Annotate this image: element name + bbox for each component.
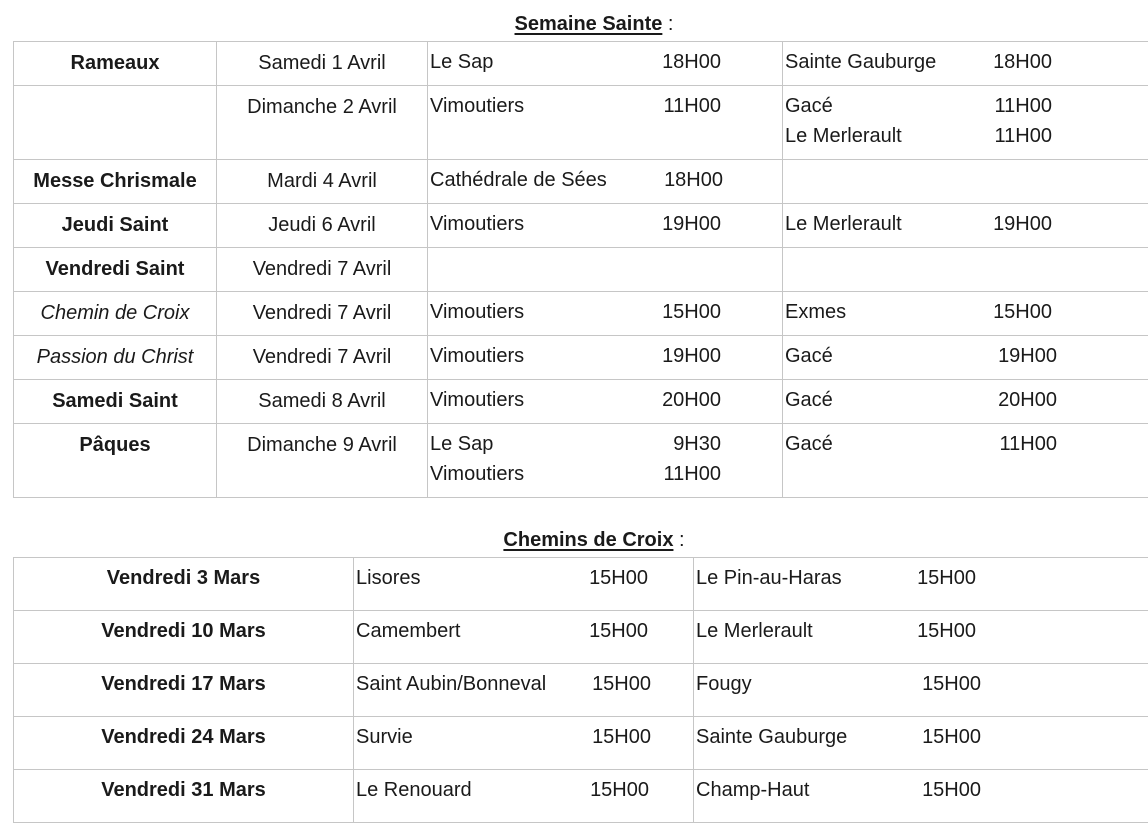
location-cell (783, 292, 1148, 336)
location-entry (428, 169, 782, 199)
location-entry (354, 673, 693, 703)
date-cell: Vendredi 31 Mars (14, 770, 354, 823)
location-cell (354, 717, 694, 770)
location-entry (783, 433, 1148, 463)
location-cell (428, 42, 783, 86)
place-name: Vimoutiers (430, 463, 524, 486)
location-entry (783, 389, 1148, 419)
chemin-row (14, 558, 1148, 611)
date-cell: Samedi 1 Avril (217, 42, 428, 86)
mass-time: 11H00 (664, 95, 721, 118)
mass-time: 11H00 (995, 125, 1052, 148)
location-entry (783, 301, 1148, 331)
location-cell (783, 248, 1148, 292)
mass-time: 15H00 (922, 673, 981, 696)
semaine-sainte-title: Semaine Sainte (515, 13, 663, 35)
location-cell (783, 42, 1148, 86)
mass-time: 15H00 (589, 567, 648, 590)
place-name: Le Merlerault (696, 620, 813, 643)
mass-time: 15H00 (590, 779, 649, 802)
event-cell: Samedi Saint (14, 380, 217, 424)
schedule-row (14, 292, 1148, 336)
event-cell: Chemin de Croix (14, 292, 217, 336)
location-cell (783, 86, 1148, 160)
place-name: Le Merlerault (785, 125, 902, 148)
mass-time: 9H30 (673, 433, 721, 456)
location-entry (428, 95, 782, 125)
place-name: Vimoutiers (430, 301, 524, 324)
date-cell: Vendredi 10 Mars (14, 611, 354, 664)
location-cell (428, 292, 783, 336)
date-cell: Vendredi 7 Avril (217, 292, 428, 336)
place-name: Lisores (356, 567, 420, 590)
date-cell: Vendredi 17 Mars (14, 664, 354, 717)
place-name: Sainte Gauburge (696, 726, 847, 749)
date-cell: Vendredi 24 Mars (14, 717, 354, 770)
schedule-row (14, 86, 1148, 160)
location-entry (783, 95, 1148, 125)
chemin-row (14, 664, 1148, 717)
place-name: Champ-Haut (696, 779, 809, 802)
place-name: Le Renouard (356, 779, 472, 802)
mass-time: 20H00 (662, 389, 721, 412)
location-entry (354, 620, 693, 650)
date-cell: Vendredi 3 Mars (14, 558, 354, 611)
place-name: Sainte Gauburge (785, 51, 936, 74)
mass-time: 19H00 (993, 213, 1052, 236)
location-entry (428, 463, 782, 493)
location-cell (694, 611, 1148, 664)
place-name: Gacé (785, 389, 833, 412)
location-cell (428, 86, 783, 160)
place-name: Le Merlerault (785, 213, 902, 236)
schedule-row (14, 42, 1148, 86)
place-name: Vimoutiers (430, 345, 524, 368)
location-entry (428, 345, 782, 375)
date-cell: Mardi 4 Avril (217, 160, 428, 204)
mass-time: 15H00 (993, 301, 1052, 324)
mass-time: 15H00 (589, 620, 648, 643)
location-entry (694, 779, 1148, 809)
event-cell: Vendredi Saint (14, 248, 217, 292)
date-cell: Vendredi 7 Avril (217, 248, 428, 292)
location-cell (354, 664, 694, 717)
event-cell: Passion du Christ (14, 336, 217, 380)
location-cell (428, 336, 783, 380)
place-name: Vimoutiers (430, 213, 524, 236)
place-name: Vimoutiers (430, 389, 524, 412)
location-entry (354, 567, 693, 597)
date-cell: Dimanche 2 Avril (217, 86, 428, 160)
mass-time: 15H00 (917, 620, 976, 643)
place-name: Gacé (785, 345, 833, 368)
chemins-de-croix-heading (0, 529, 1148, 552)
place-name: Fougy (696, 673, 752, 696)
date-cell: Dimanche 9 Avril (217, 424, 428, 498)
location-cell (783, 380, 1148, 424)
location-entry (428, 301, 782, 331)
location-entry (428, 389, 782, 419)
mass-time: 15H00 (592, 726, 651, 749)
location-cell (354, 558, 694, 611)
semaine-sainte-heading (0, 13, 1148, 36)
location-entry (694, 567, 1148, 597)
mass-time: 19H00 (662, 213, 721, 236)
schedule-row (14, 380, 1148, 424)
location-entry (354, 726, 693, 756)
place-name: Camembert (356, 620, 460, 643)
location-entry (694, 726, 1148, 756)
place-name: Gacé (785, 433, 833, 456)
heading-colon: : (668, 13, 674, 35)
location-cell (428, 424, 783, 498)
location-cell (783, 160, 1148, 204)
location-cell (694, 664, 1148, 717)
location-entry (694, 620, 1148, 650)
place-name: Vimoutiers (430, 95, 524, 118)
mass-time: 11H00 (664, 463, 721, 486)
chemins-de-croix-title: Chemins de Croix (503, 529, 673, 551)
heading-colon: : (679, 529, 685, 551)
mass-time: 19H00 (998, 345, 1057, 368)
mass-time: 15H00 (917, 567, 976, 590)
location-cell (428, 248, 783, 292)
place-name: Cathédrale de Sées (430, 169, 607, 192)
location-cell (783, 204, 1148, 248)
location-entry (428, 213, 782, 243)
place-name: Le Pin-au-Haras (696, 567, 842, 590)
location-entry (783, 213, 1148, 243)
mass-time: 20H00 (998, 389, 1057, 412)
mass-time: 11H00 (1000, 433, 1057, 456)
schedule-row (14, 336, 1148, 380)
semaine-sainte-table (13, 41, 1148, 498)
mass-time: 15H00 (922, 726, 981, 749)
schedule-row (14, 424, 1148, 498)
mass-time: 18H00 (664, 169, 723, 192)
mass-time: 18H00 (662, 51, 721, 74)
event-cell: Rameaux (14, 42, 217, 86)
location-entry (428, 433, 782, 463)
location-cell (428, 380, 783, 424)
place-name: Le Sap (430, 433, 493, 456)
location-entry (783, 51, 1148, 81)
schedule-row (14, 248, 1148, 292)
chemin-row (14, 611, 1148, 664)
location-entry (694, 673, 1148, 703)
location-cell (694, 558, 1148, 611)
mass-time: 18H00 (993, 51, 1052, 74)
schedule-row (14, 204, 1148, 248)
event-cell (14, 86, 217, 160)
place-name: Gacé (785, 95, 833, 118)
place-name: Survie (356, 726, 413, 749)
chemin-row (14, 717, 1148, 770)
location-entry (783, 345, 1148, 375)
mass-time: 19H00 (662, 345, 721, 368)
mass-time: 15H00 (662, 301, 721, 324)
schedule-row (14, 160, 1148, 204)
location-entry (428, 51, 782, 81)
place-name: Le Sap (430, 51, 493, 74)
mass-time: 11H00 (995, 95, 1052, 118)
place-name: Exmes (785, 301, 846, 324)
date-cell: Vendredi 7 Avril (217, 336, 428, 380)
location-cell (354, 611, 694, 664)
date-cell: Samedi 8 Avril (217, 380, 428, 424)
location-cell (428, 204, 783, 248)
chemins-de-croix-table (13, 557, 1148, 823)
location-entry (783, 125, 1148, 155)
event-cell: Jeudi Saint (14, 204, 217, 248)
location-entry (354, 779, 693, 809)
date-cell: Jeudi 6 Avril (217, 204, 428, 248)
place-name: Saint Aubin/Bonneval (356, 673, 546, 696)
location-cell (694, 717, 1148, 770)
location-cell (783, 336, 1148, 380)
event-cell: Pâques (14, 424, 217, 498)
event-cell: Messe Chrismale (14, 160, 217, 204)
mass-time: 15H00 (592, 673, 651, 696)
location-cell (783, 424, 1148, 498)
location-cell (428, 160, 783, 204)
mass-time: 15H00 (922, 779, 981, 802)
